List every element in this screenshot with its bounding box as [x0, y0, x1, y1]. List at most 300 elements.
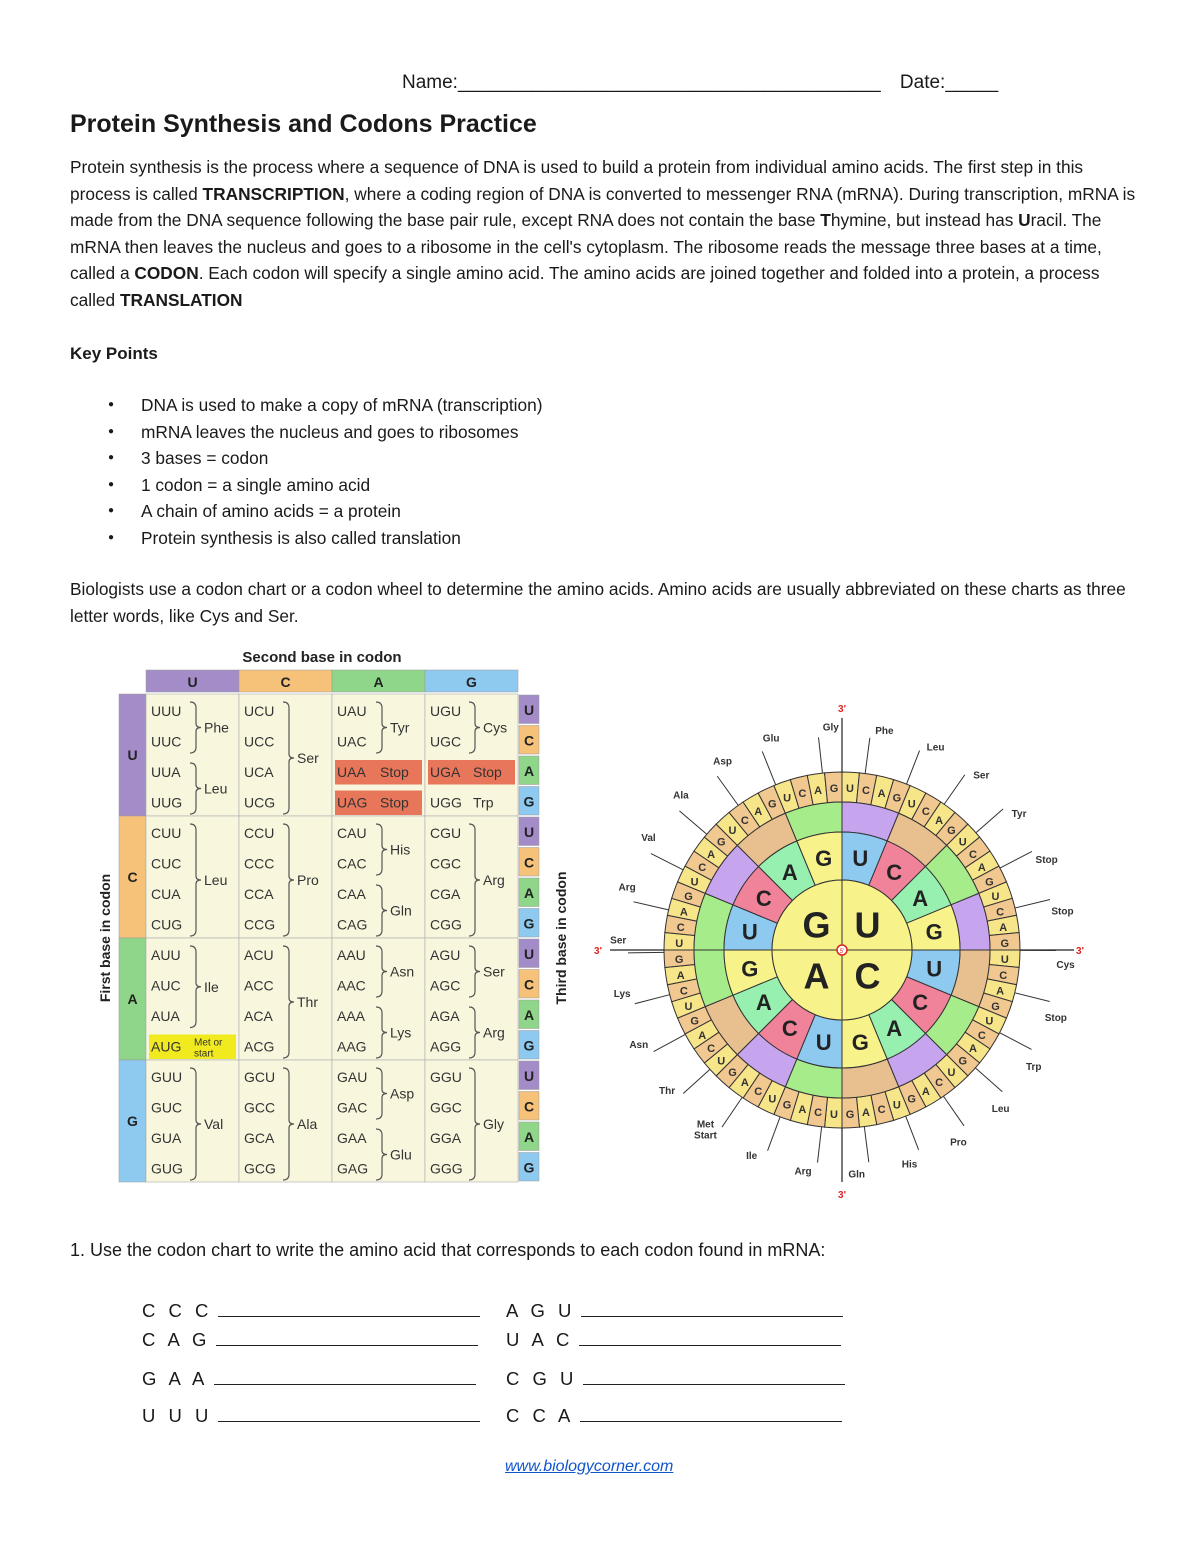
codon-text: AGU	[430, 947, 461, 963]
codon-text: UGC	[430, 733, 462, 750]
third-base-label-cell: C	[523, 732, 535, 749]
list-item: ● Protein synthesis is also called translation	[108, 525, 542, 552]
answer-row	[506, 1405, 842, 1427]
codon-text: GUA	[151, 1130, 182, 1146]
codon-text: CGU	[430, 825, 462, 841]
spoke-line	[683, 1069, 710, 1093]
outer-amino-label: Pro	[950, 1137, 967, 1149]
footer-link[interactable]: www.biologycorner.com	[505, 1458, 674, 1475]
second-base-letter: U	[741, 919, 758, 945]
third-base-label-cell: U	[523, 1068, 535, 1084]
third-base-letter: C	[676, 922, 685, 935]
spoke-line	[906, 1116, 919, 1150]
outer-amino-label: Gly	[822, 722, 839, 734]
codon-text: UUG	[151, 794, 183, 811]
first-base-letter: G	[802, 904, 831, 946]
column-header-label: C	[280, 674, 291, 690]
codon-text: CCG	[244, 916, 276, 933]
spoke-line	[1000, 1033, 1032, 1050]
codon-text: UUC	[151, 733, 182, 750]
column-header-label: G	[466, 674, 477, 690]
third-base-letter: U	[690, 876, 699, 889]
third-base-letter: A	[999, 922, 1008, 935]
third-base-label-cell: C	[523, 854, 535, 871]
codon-text: CAA	[337, 886, 366, 902]
third-base-label-cell: A	[523, 763, 535, 779]
second-base-letter: G	[925, 919, 943, 945]
spoke-line	[975, 1068, 1002, 1092]
spoke-line	[976, 809, 1003, 833]
codon-text: CUU	[151, 825, 182, 841]
spoke-line	[679, 811, 706, 834]
row-header-label: U	[127, 747, 138, 763]
codon-label: C A G	[142, 1329, 211, 1350]
second-base-letter: U	[926, 956, 943, 982]
outer-amino-label: Leu	[991, 1104, 1010, 1116]
third-base-letter: A	[679, 906, 688, 919]
list-item: ● A chain of amino acids = a protein	[108, 498, 542, 525]
third-base-letter: A	[698, 1029, 707, 1042]
third-base-letter: G	[892, 792, 902, 805]
amino-label: Stop	[380, 764, 409, 780]
third-base-letter: A	[977, 862, 986, 875]
third-base-letter: U	[783, 792, 792, 805]
first-base-label: First base in codon	[97, 873, 113, 1003]
third-base-label-cell: A	[523, 885, 535, 901]
outer-amino-label: Lys	[613, 989, 631, 1001]
spoke-line	[817, 1127, 821, 1163]
intro-paragraph: Protein synthesis is the process where a sequence of DNA is used to build a protein from individual amino acids. The first step in this process is called TRANSCRIPTION, where a coding region of DNA is converted to messenger RNA (mRNA). During transcription, mRNA is made from the DNA sequence following the base pair rule, except RNA does not contain the base Thymine, but instead has Uracil. The mRNA then leaves the nucleus and goes to a ribosome in the cell's cytoplasm. The ribosome reads the message three bases at a time, called a CODON. Each codon will specify a single amino acid. The amino acids are joined together and folded into a protein, a process called TRANSLATION	[70, 157, 1136, 310]
spoke-line	[1015, 993, 1050, 1002]
third-base-letter: C	[707, 1043, 716, 1056]
codon-text: UAU	[337, 703, 367, 719]
codon-label: G A A	[142, 1368, 209, 1389]
third-base-letter: U	[728, 825, 737, 838]
third-base-letter: G	[674, 953, 684, 966]
codon-text: CCU	[244, 825, 275, 841]
row-header-label: A	[127, 991, 138, 1007]
outer-amino-label: Thr	[659, 1085, 676, 1097]
row-header-label: G	[127, 1113, 138, 1129]
codon-text: CGC	[430, 855, 462, 872]
codon-text: UCU	[244, 703, 275, 719]
codon-text: GUG	[151, 1160, 183, 1177]
amino-label: His	[390, 841, 411, 858]
codon-text: GGG	[430, 1160, 463, 1177]
third-base-letter: A	[676, 969, 685, 982]
third-base-letter: A	[935, 815, 944, 828]
amino-label: Asn	[390, 963, 415, 980]
outer-amino-label: Stop	[1044, 1012, 1067, 1024]
amino-label: Trp	[473, 794, 494, 811]
third-base-letter: G	[1000, 938, 1010, 951]
codon-text: GCC	[244, 1099, 276, 1116]
codon-label: C G U	[506, 1368, 578, 1389]
codon-text: CAU	[337, 825, 367, 841]
spoke-line	[907, 751, 920, 785]
outer-amino-label: Asn	[629, 1040, 649, 1052]
amino-label: Arg	[483, 1024, 505, 1041]
codon-text: AGA	[430, 1008, 460, 1024]
spoke-line	[651, 854, 683, 870]
list-item: ● 3 bases = codon	[108, 445, 542, 472]
amino-label: Ser	[483, 963, 505, 980]
third-base-letter: U	[846, 783, 854, 796]
outer-amino-label: Arg	[618, 882, 636, 894]
third-base-letter: G	[991, 1000, 1000, 1013]
amino-label: Val	[204, 1116, 224, 1132]
name-date-line	[402, 72, 998, 94]
third-base-letter: U	[830, 1108, 838, 1121]
third-base-letter: C	[861, 784, 870, 797]
page-title: Protein Synthesis and Codons Practice	[70, 110, 537, 138]
outer-amino-label: Met	[696, 1119, 715, 1131]
spoke-line	[722, 1097, 742, 1127]
list-item: ● 1 codon = a single amino acid	[108, 472, 542, 499]
third-base-letter: C	[999, 969, 1008, 982]
outer-amino-label: Ala	[673, 790, 689, 802]
codon-label: U A C	[506, 1329, 574, 1350]
amino-label: Arg	[483, 872, 505, 888]
three-prime-label: 3'	[838, 1190, 846, 1201]
codon-text: GGC	[430, 1099, 462, 1116]
second-base-letter: C	[912, 990, 929, 1016]
amino-label: start	[194, 1048, 214, 1060]
outer-amino-label: Stop	[1051, 906, 1074, 918]
amino-label: Pro	[297, 872, 319, 888]
amino-label: Lys	[390, 1024, 412, 1041]
third-base-letter: C	[921, 806, 930, 819]
codon-label: C C A	[506, 1405, 575, 1426]
outer-amino-label: Cys	[1056, 959, 1075, 971]
codon-text: GCG	[244, 1160, 276, 1177]
amino-label: Leu	[204, 780, 228, 797]
spoke-line	[865, 738, 870, 774]
amino-label: Ser	[297, 750, 319, 766]
third-base-letter: U	[958, 836, 967, 849]
outer-amino-label: Gln	[848, 1169, 866, 1181]
codon-text: CAC	[337, 855, 367, 872]
third-base-letter: U	[907, 798, 916, 811]
spoke-line	[819, 737, 823, 773]
third-base-letter: G	[690, 1015, 699, 1028]
outer-amino-label: Stop	[1035, 854, 1058, 866]
second-base-letter: C	[886, 859, 903, 885]
second-base-letter: A	[755, 990, 772, 1016]
codon-text: CGG	[430, 916, 462, 933]
list-item: ● mRNA leaves the nucleus and goes to ribosomes	[108, 419, 542, 446]
three-prime-label: 3'	[1076, 946, 1084, 957]
codon-text: UCA	[244, 764, 274, 780]
codon-text: CCA	[244, 886, 274, 902]
third-base-letter: U	[1000, 953, 1009, 966]
answer-blank[interactable]	[579, 1331, 841, 1346]
outer-amino-label: Ser	[610, 935, 627, 947]
second-base-letter: U	[852, 845, 869, 871]
codon-text: UCC	[244, 733, 275, 750]
second-base-letter: A	[781, 859, 798, 885]
codon-label: C C C	[142, 1300, 213, 1321]
third-base-letter: U	[991, 891, 1000, 904]
amino-label: Thr	[297, 994, 318, 1010]
codon-text: ACU	[244, 947, 274, 963]
third-base-letter: U	[768, 1093, 777, 1106]
codon-text: GCU	[244, 1069, 276, 1085]
answer-blank[interactable]	[214, 1370, 476, 1385]
codon-text: AAU	[337, 947, 366, 963]
biologists-paragraph: Biologists use a codon chart or a codon wheel to determine the amino acids. Amino acids are usually abbreviated on these charts as three letter words, like Cys and Ser.	[70, 579, 1126, 626]
third-base-letter: C	[754, 1085, 763, 1098]
first-base-letter: C	[854, 955, 881, 997]
third-base-letter: U	[717, 1055, 726, 1068]
spoke-line	[633, 902, 668, 910]
second-base-letter: U	[815, 1030, 832, 1056]
key-points-heading: Key Points	[70, 344, 158, 363]
codon-text: AUG	[151, 1038, 182, 1055]
answer-blank[interactable]	[218, 1302, 480, 1317]
third-base-letter: C	[996, 906, 1005, 919]
third-base-label-cell: U	[523, 824, 535, 840]
amino-label: Gln	[390, 902, 412, 919]
spoke-line	[762, 751, 775, 784]
third-base-letter: U	[892, 1099, 901, 1112]
codon-text: GCA	[244, 1130, 275, 1146]
answer-blank[interactable]	[218, 1407, 480, 1422]
second-base-letter: C	[755, 885, 772, 911]
third-base-label-cell: G	[523, 1159, 535, 1176]
amino-label: Glu	[390, 1146, 412, 1163]
codon-text: GGA	[430, 1130, 462, 1146]
spoke-line	[864, 1127, 869, 1163]
codon-text: AAG	[337, 1038, 367, 1055]
third-base-label-cell: G	[523, 793, 535, 810]
third-base-label-cell: G	[523, 1037, 535, 1054]
third-base-letter: C	[935, 1076, 944, 1089]
amino-label: Cys	[483, 719, 508, 736]
spoke-line	[1015, 900, 1050, 908]
codon-text: ACA	[244, 1008, 273, 1024]
third-base-letter: A	[707, 848, 716, 861]
codon-text: CCC	[244, 855, 275, 872]
codon-text: AUU	[151, 947, 181, 963]
codon-text: ACG	[244, 1038, 275, 1055]
third-base-letter: G	[845, 1108, 855, 1121]
third-base-letter: A	[814, 784, 823, 797]
codon-text: UAC	[337, 733, 367, 750]
second-base-letter: G	[741, 956, 759, 982]
third-base-letter: G	[716, 836, 726, 849]
third-base-letter: A	[921, 1085, 930, 1098]
table-title: Second base in codon	[242, 649, 402, 666]
column-header-label: U	[187, 674, 198, 690]
codon-text: UCG	[244, 794, 276, 811]
third-base-label-cell: U	[523, 702, 535, 718]
third-base-letter: C	[977, 1029, 986, 1042]
outer-amino-label: Arg	[794, 1166, 812, 1178]
codon-text: GAC	[337, 1099, 368, 1116]
codon-text: AAC	[337, 977, 366, 994]
spoke-line	[717, 776, 738, 805]
spoke-line	[944, 775, 965, 804]
third-base-letter: C	[740, 815, 749, 828]
codon-text: GAG	[337, 1160, 369, 1177]
question-1-text: 1. Use the codon chart to write the amino acid that corresponds to each codon found in mRNA:	[70, 1240, 826, 1260]
codon-text: GGU	[430, 1069, 462, 1085]
spoke-line	[654, 1034, 686, 1051]
third-base-letter: U	[947, 1066, 956, 1079]
answer-row	[142, 1329, 478, 1351]
outer-amino-label: Glu	[762, 733, 780, 745]
amino-label: Gly	[483, 1116, 504, 1132]
third-base-label-cell: U	[523, 946, 535, 962]
codon-label: A G U	[506, 1300, 576, 1321]
codon-text: UGU	[430, 703, 462, 719]
third-base-letter: G	[985, 876, 994, 889]
codon-text: CGA	[430, 886, 461, 902]
answer-row	[506, 1368, 845, 1390]
answer-blank[interactable]	[581, 1302, 843, 1317]
codon-text: UUA	[151, 764, 181, 780]
codon-text: GAU	[337, 1069, 368, 1085]
codon-text: GAA	[337, 1130, 367, 1146]
third-base-label-cell: A	[523, 1007, 535, 1023]
spoke-line	[768, 1117, 781, 1151]
amino-label: Stop	[380, 794, 409, 811]
third-base-label-cell: G	[523, 915, 535, 932]
codon-text: AUA	[151, 1008, 180, 1024]
codon-text: UAG	[337, 794, 368, 811]
third-base-letter: A	[754, 806, 763, 819]
third-base-letter: U	[684, 1000, 693, 1013]
third-base-letter: G	[947, 825, 956, 838]
second-base-letter: C	[781, 1016, 798, 1042]
third-base-label: Third base in codon	[553, 871, 569, 1005]
third-base-letter: C	[814, 1107, 823, 1120]
amino-label: Asp	[390, 1085, 415, 1102]
third-base-letter: A	[968, 1043, 977, 1056]
codon-text: ACC	[244, 977, 274, 994]
name-label: Name:________________________________________	[402, 72, 881, 93]
center-mark: 5'	[839, 949, 845, 955]
third-base-letter: C	[877, 1104, 886, 1117]
answer-row	[506, 1329, 841, 1351]
codon-text: AAA	[337, 1008, 366, 1024]
codon-text: CUC	[151, 855, 182, 872]
third-base-letter: C	[798, 787, 807, 800]
third-base-letter: U	[675, 938, 684, 951]
third-base-letter: G	[958, 1055, 968, 1068]
second-base-letter: G	[815, 845, 833, 871]
date-label: Date:_____	[899, 72, 999, 93]
codon-text: UGA	[430, 764, 461, 780]
amino-label: Leu	[204, 872, 228, 888]
second-base-letter: A	[912, 885, 929, 911]
third-base-letter: A	[877, 787, 886, 800]
third-base-label-cell: A	[523, 1129, 535, 1145]
column-header-label: A	[373, 674, 384, 690]
key-points-list	[108, 392, 542, 552]
codon-text: UAA	[337, 764, 366, 780]
codon-text: CUG	[151, 916, 183, 933]
outer-amino-label: Ile	[746, 1150, 758, 1162]
third-base-label-cell: C	[523, 976, 535, 993]
spoke-line	[635, 995, 670, 1004]
amino-label: Stop	[473, 764, 502, 780]
outer-amino-label: Leu	[926, 742, 945, 754]
third-base-label-cell: C	[523, 1098, 535, 1115]
third-base-letter: A	[996, 985, 1005, 998]
codon-text: AGG	[430, 1038, 462, 1055]
third-base-letter: C	[679, 985, 688, 998]
codon-text: UUU	[151, 703, 182, 719]
outer-amino-label: Val	[641, 833, 656, 845]
codon-text: UGG	[430, 794, 462, 811]
third-base-letter: G	[728, 1066, 737, 1079]
third-base-letter: G	[829, 783, 839, 796]
third-base-letter: G	[782, 1099, 792, 1112]
third-base-letter: A	[798, 1104, 807, 1117]
codon-label: U U U	[142, 1405, 213, 1426]
codon-table	[96, 642, 569, 1187]
codon-text: AGC	[430, 977, 461, 994]
amino-label: Met or	[194, 1037, 223, 1049]
amino-label: Ala	[297, 1116, 318, 1132]
codon-text: CUA	[151, 886, 181, 902]
answer-row	[142, 1405, 480, 1427]
outer-amino-label: Phe	[875, 726, 894, 738]
outer-amino-label: Start	[694, 1130, 717, 1142]
codon-wheel	[590, 700, 1095, 1205]
answer-blank[interactable]	[580, 1407, 842, 1422]
codon-text: CAG	[337, 916, 368, 933]
row-header-label: C	[127, 869, 138, 885]
spoke-line	[1000, 851, 1032, 868]
amino-label: Phe	[204, 719, 229, 736]
codon-text: AUC	[151, 977, 181, 994]
amino-label: Tyr	[390, 719, 410, 736]
three-prime-label: 3'	[838, 704, 846, 715]
three-prime-label: 3'	[594, 946, 602, 957]
codon-text: GUU	[151, 1069, 183, 1085]
answer-blank[interactable]	[216, 1331, 478, 1346]
answer-blank[interactable]	[583, 1370, 845, 1385]
second-base-letter: G	[851, 1030, 869, 1056]
outer-amino-label: Ser	[973, 770, 990, 782]
first-base-letter: A	[803, 955, 830, 997]
third-base-letter: C	[968, 848, 977, 861]
third-base-letter: A	[740, 1076, 749, 1089]
outer-amino-label: Asp	[713, 756, 733, 768]
third-base-letter: U	[985, 1015, 994, 1028]
second-base-letter: A	[886, 1016, 903, 1042]
list-item: ● DNA is used to make a copy of mRNA (transcription)	[108, 392, 542, 419]
outer-amino-label: Trp	[1025, 1061, 1042, 1073]
third-base-letter: C	[698, 862, 707, 875]
codon-text: GUC	[151, 1099, 183, 1116]
third-base-letter: A	[861, 1107, 870, 1120]
third-base-letter: G	[768, 798, 777, 811]
answer-row	[506, 1300, 843, 1322]
third-base-letter: G	[684, 891, 693, 904]
amino-label: Ile	[204, 978, 219, 995]
third-base-letter: G	[907, 1093, 916, 1106]
first-base-letter: U	[854, 904, 881, 946]
answer-row	[142, 1300, 480, 1322]
spoke-line	[943, 1096, 964, 1126]
outer-amino-label: Tyr	[1011, 808, 1027, 820]
outer-amino-label: His	[901, 1159, 918, 1171]
answer-row	[142, 1368, 476, 1390]
